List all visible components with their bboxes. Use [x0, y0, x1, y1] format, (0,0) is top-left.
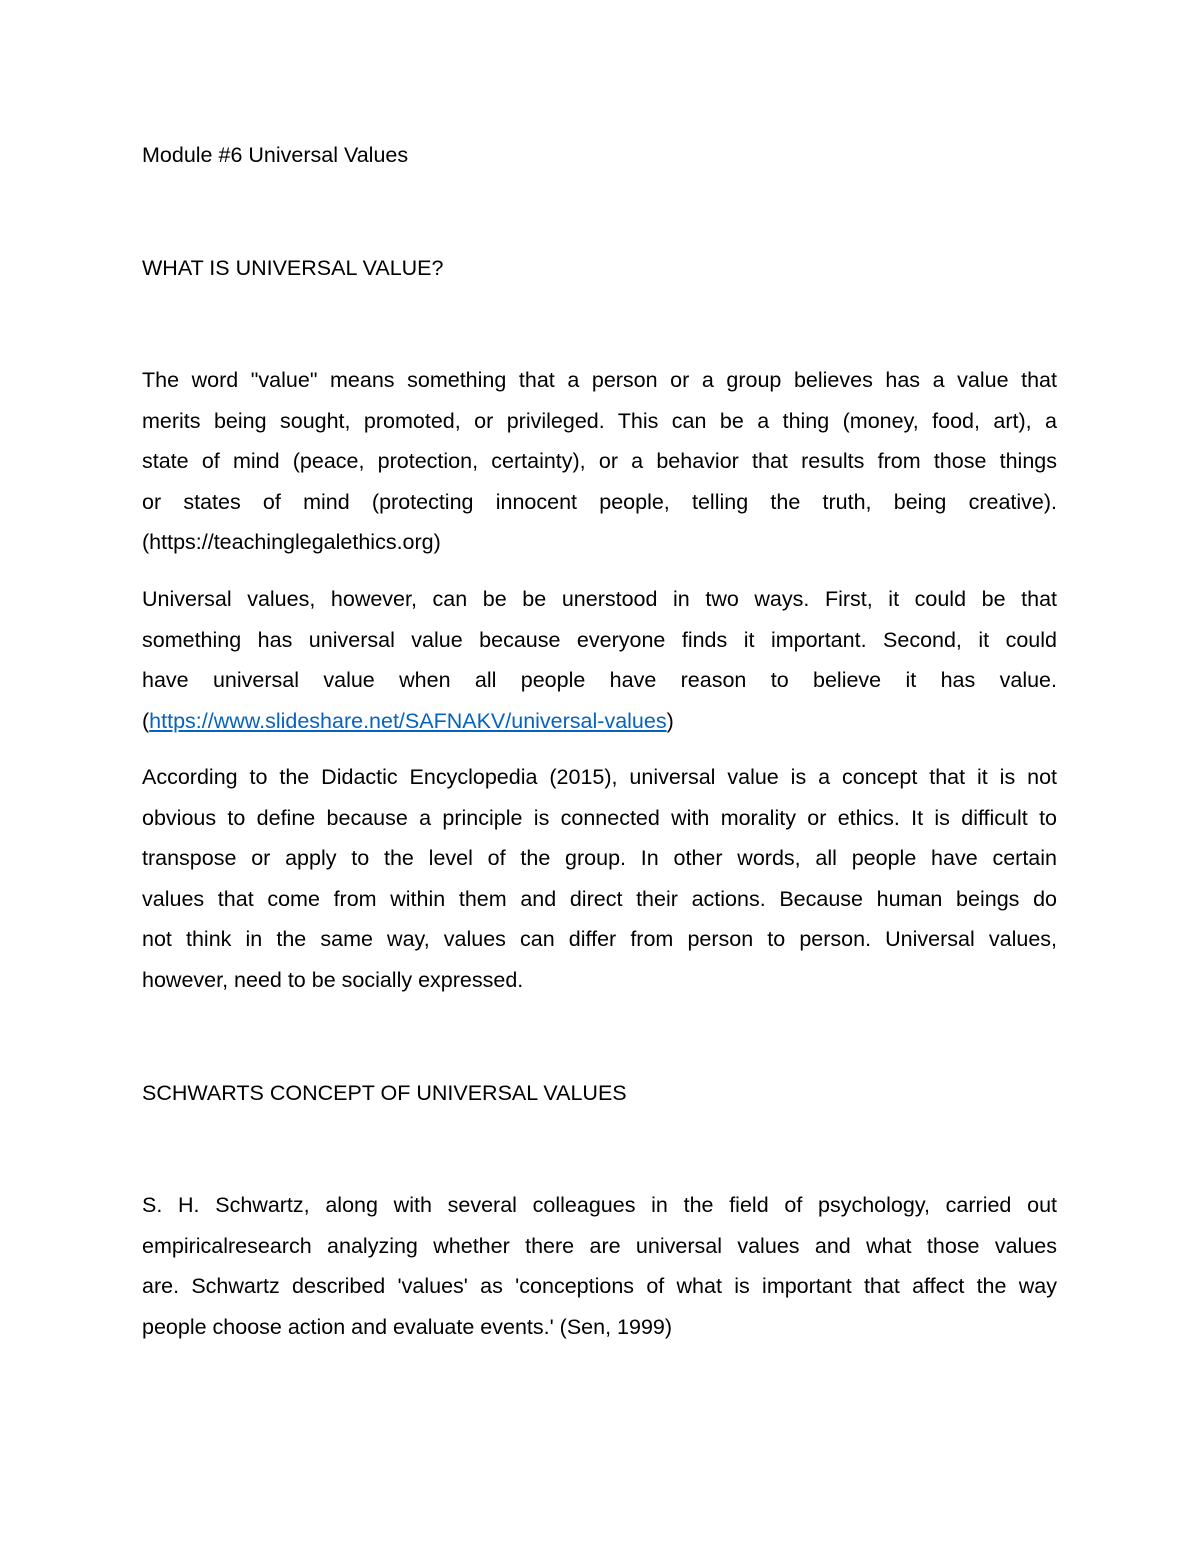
- paragraph-schwartz-research: [142, 1185, 1057, 1347]
- paragraph-line: something has universal value because everyone finds it important. Second, it could: [142, 627, 1057, 652]
- paragraph-value-definition: [142, 360, 1057, 563]
- document-title: [142, 135, 1057, 176]
- paragraph-line: obvious to define because a principle is connected with morality or ethics. It is difficult to: [142, 805, 1057, 830]
- paragraph-line: S. H. Schwartz, along with several colleagues in the field of psychology, carried out: [142, 1193, 1057, 1217]
- paragraph-line: merits being sought, promoted, or privileged. This can be a thing (money, food, art), a: [142, 408, 1057, 433]
- paragraph-didactic-encyclopedia: [142, 757, 1057, 1000]
- section-heading-what-is-universal-value: [142, 248, 1057, 289]
- paragraph-line: values that come from within them and direct their actions. Because human beings do: [142, 886, 1057, 911]
- paragraph-line: have universal value when all people have reason to believe it has value.: [142, 668, 1057, 692]
- paragraph-line-with-link: [142, 701, 1057, 742]
- paragraph-line: however, need to be socially expressed.: [142, 967, 524, 992]
- heading-text: WHAT IS UNIVERSAL VALUE?: [142, 256, 444, 280]
- paragraph-line: people choose action and evaluate events.' (Sen, 1999): [142, 1314, 673, 1339]
- paragraph-line: According to the Didactic Encyclopedia (2015), universal value is a concept that it is not: [142, 765, 1057, 789]
- title-text: Module #6 Universal Values: [142, 143, 409, 167]
- paragraph-line: (https://teachinglegalethics.org): [142, 530, 441, 554]
- heading-text: SCHWARTS CONCEPT OF UNIVERSAL VALUES: [142, 1081, 627, 1105]
- paragraph-universal-values-two-ways: [142, 579, 1057, 741]
- paragraph-line: are. Schwartz described 'values' as 'conceptions of what is important that affect the way: [142, 1274, 1057, 1298]
- paragraph-line: transpose or apply to the level of the group. In other words, all people have certain: [142, 846, 1057, 870]
- section-heading-schwarts-concept: [142, 1073, 1057, 1114]
- paragraph-line: or states of mind (protecting innocent people, telling the truth, being creative).: [142, 489, 1057, 514]
- paragraph-line: not think in the same way, values can differ from person to person. Universal values,: [142, 927, 1057, 951]
- paragraph-line: The word "value" means something that a person or a group believes has a value that: [142, 368, 1057, 392]
- link-open-paren: (: [142, 708, 150, 733]
- slideshare-link[interactable]: https://www.slideshare.net/SAFNAKV/universal-values: [149, 708, 667, 733]
- paragraph-line: Universal values, however, can be be unerstood in two ways. First, it could be that: [142, 587, 1057, 611]
- link-close-paren: ): [666, 708, 674, 733]
- paragraph-line: state of mind (peace, protection, certainty), or a behavior that results from those things: [142, 449, 1057, 473]
- paragraph-line: empiricalresearch analyzing whether there are universal values and what those values: [142, 1233, 1057, 1258]
